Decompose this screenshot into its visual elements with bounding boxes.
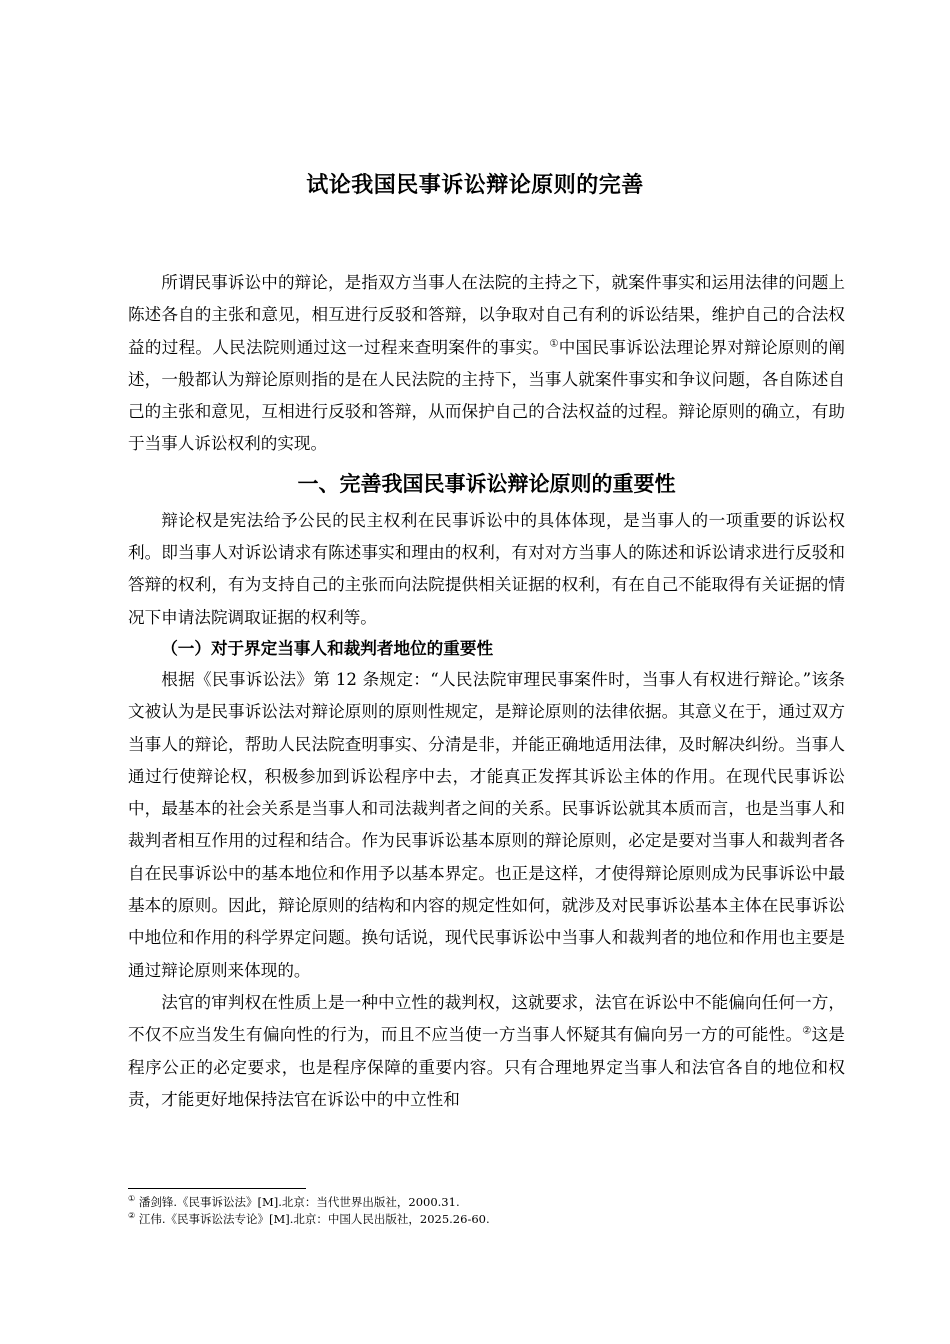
footnotes: [128, 1194, 848, 1228]
para2-text-part1: 法官的审判权在性质上是一种中立性的裁判权，这就要求，法官在诉讼中不能偏向任何一方，不仅不应当发生有偏向性的行为，而且不应当使一方当事人怀疑其有偏向另一方的可能性。: [128, 992, 845, 1045]
section1-paragraph: 辩论权是宪法给予公民的民主权利在民事诉讼中的具体体现，是当事人的一项重要的诉讼权利。即当事人对诉讼请求有陈述事实和理由的权利，有对对方当事人的陈述和诉讼请求进行反驳和答辩的权利，有为支持自己的主张而向法院提供相关证据的权利，有在自己不能取得有关证据的情况下申请法院调取证据的权利等。: [128, 510, 845, 627]
footnote-2-mark: ②: [128, 1211, 136, 1221]
footnote-1-text: 潘剑锋.《民事诉讼法》[M].北京：当代世界出版社，2000.31.: [135, 1195, 460, 1209]
footnote-ref-1[interactable]: ①: [549, 338, 559, 350]
footnote-1: [128, 1194, 848, 1211]
footnote-divider: [128, 1188, 306, 1189]
footnote-2-text: 江伟.《民事诉讼法专论》[M].北京：中国人民出版社，2025.26-60.: [135, 1212, 490, 1226]
document-title: 试论我国民事诉讼辩论原则的完善: [306, 173, 644, 198]
para2-text-part2: 这是程序公正的必定要求，也是程序保障的重要内容。只有合理地界定当事人和法官各自的地位和权责，才能更好地保持法官在诉讼中的中立性和: [128, 1025, 846, 1109]
intro-text-part2: 中国民事诉讼法理论界对辩论原则的阐述，一般都认为辩论原则指的是在人民法院的主持下，当事人就案件事实和争议问题，各自陈述自己的主张和意见，互相进行反驳和答辩，从而保护自己的合法权益的过程。辩论原则的确立，有助于当事人诉讼权利的实现。: [128, 337, 846, 454]
subsection1-paragraph-1: 根据《民事诉讼法》第 12 条规定：“人民法院审理民事案件时，当事人有权进行辩论。”该条文被认为是民事诉讼法对辩论原则的原则性规定，是辩论原则的法律依据。其意义在于，通过双方当事人的辩论，帮助人民法院查明事实、分清是非，并能正确地适用法律，及时解决纠纷。当事人通过行使辩论权，积极参加到诉讼程序中去，才能真正发挥其诉讼主体的作用。在现代民事诉讼中，最基本的社会关系是当事人和司法裁判者之间的关系。民事诉讼就其本质而言，也是当事人和裁判者相互作用的过程和结合。作为民事诉讼基本原则的辩论原则，必定是要对当事人和裁判者各自在民事诉讼中的基本地位和作用予以基本界定。也正是这样，才使得辩论原则成为民事诉讼中最基本的原则。因此，辩论原则的结构和内容的规定性如何，就涉及对民事诉讼基本主体在民事诉讼中地位和作用的科学界定问题。换句话说，现代民事诉讼中当事人和裁判者的地位和作用也主要是通过辩论原则来体现的。: [128, 669, 845, 980]
footnote-ref-2[interactable]: ②: [802, 1025, 812, 1037]
body-text: [128, 267, 845, 1116]
footnote-2: [128, 1211, 848, 1228]
intro-paragraph: [128, 267, 845, 461]
footnote-1-mark: ①: [128, 1194, 136, 1204]
subsection1-paragraph-2: [128, 987, 845, 1116]
intro-text-part1: 所谓民事诉讼中的辩论，是指双方当事人在法院的主持之下，就案件事实和运用法律的问题上陈述各自的主张和意见，相互进行反驳和答辩，以争取对自己有利的诉讼结果，维护自己的合法权益的过程。人民法院则通过这一过程来查明案件的事实。: [128, 273, 845, 357]
subsection-heading-1: （一）对于界定当事人和裁判者地位的重要性: [161, 638, 494, 658]
section-heading-1: 一、完善我国民事诉讼辩论原则的重要性: [297, 471, 676, 496]
